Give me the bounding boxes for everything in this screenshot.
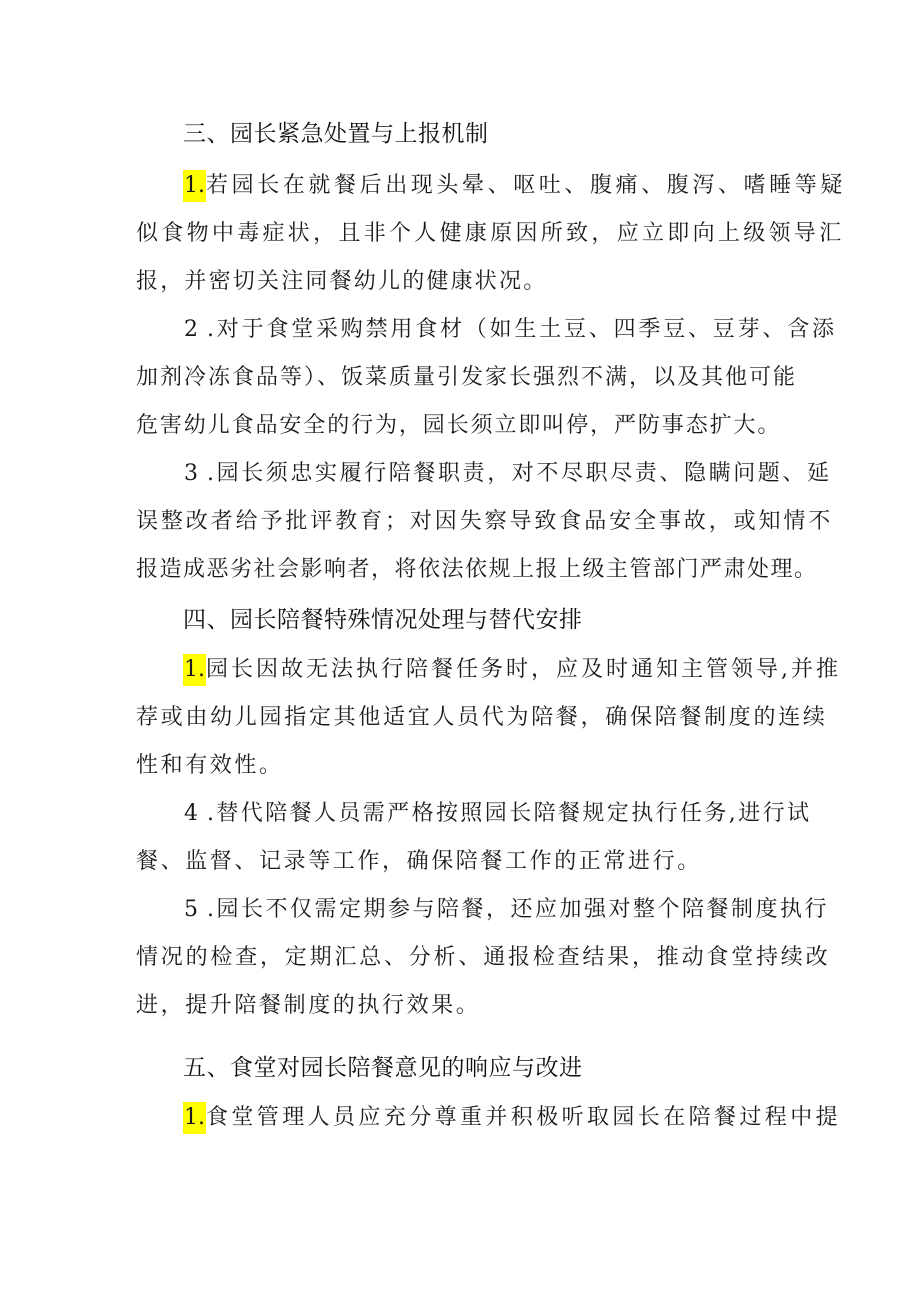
paragraph-number: 1. (183, 654, 206, 686)
paragraph-line: 报，并密切关注同餐幼儿的健康状况。 (136, 269, 548, 294)
paragraph-line: 似食物中毒症状，且非个人健康原因所致，应立即向上级领导汇 (136, 221, 845, 246)
paragraph-line (183, 170, 846, 202)
paragraph-line (183, 314, 837, 346)
paragraph-text: .替代陪餐人员需严格按照园长陪餐规定执行任务,进行试 (207, 801, 812, 826)
paragraph-number: 1. (183, 1102, 206, 1134)
paragraph-text: .园长须忠实履行陪餐职责，对不尽职尽责、隐瞒问题、延 (207, 461, 832, 486)
paragraph-number: 1. (183, 170, 206, 202)
paragraph-text: 园长因故无法执行陪餐任务时，应及时通知主管领导,并推 (206, 657, 841, 682)
paragraph-number: 2 (184, 317, 198, 342)
paragraph-line: 荐或由幼儿园指定其他适宜人员代为陪餐，确保陪餐制度的连续 (136, 705, 828, 730)
section-heading: 五、食堂对园长陪餐意见的响应与改进 (183, 1055, 583, 1081)
paragraph-line: 加剂冷冻食品等）、饭菜质量引发家长强烈不满，以及其他可能 (136, 365, 798, 390)
paragraph-text: .园长不仅需定期参与陪餐，还应加强对整个陪餐制度执行 (207, 897, 829, 922)
paragraph-text: 若园长在就餐后出现头晕、呕吐、腹痛、腹泻、嗜睡等疑 (206, 173, 847, 198)
paragraph-text: 食堂管理人员应充分尊重并积极听取园长在陪餐过程中提 (206, 1105, 842, 1130)
paragraph-line (183, 1102, 841, 1134)
paragraph-line (183, 654, 841, 686)
paragraph-line: 餐、监督、记录等工作，确保陪餐工作的正常进行。 (136, 849, 702, 874)
paragraph-line: 进，提升陪餐制度的执行效果。 (136, 993, 481, 1018)
paragraph-number: 5 (184, 897, 198, 922)
paragraph-line (183, 894, 829, 926)
section-heading: 三、园长紧急处置与上报机制 (183, 121, 489, 147)
paragraph-line (183, 458, 832, 490)
paragraph-line: 情况的检查，定期汇总、分析、通报检查结果，推动食堂持续改 (136, 945, 831, 970)
paragraph-text: .对于食堂采购禁用食材（如生土豆、四季豆、豆芽、含添 (207, 317, 837, 342)
paragraph-line: 性和有效性。 (136, 753, 284, 778)
paragraph-number: 4 (184, 801, 198, 826)
section-heading: 四、园长陪餐特殊情况处理与替代安排 (183, 607, 583, 633)
paragraph-number: 3 (184, 461, 198, 486)
paragraph-line: 报造成恶劣社会影响者，将依法依规上报上级主管部门严肃处理。 (136, 557, 818, 582)
paragraph-line (183, 798, 811, 830)
paragraph-line: 误整改者给予批评教育；对因失察导致食品安全事故，或知情不 (136, 509, 834, 534)
paragraph-line: 危害幼儿食品安全的行为，园长须立即叫停，严防事态扩大。 (136, 413, 782, 438)
